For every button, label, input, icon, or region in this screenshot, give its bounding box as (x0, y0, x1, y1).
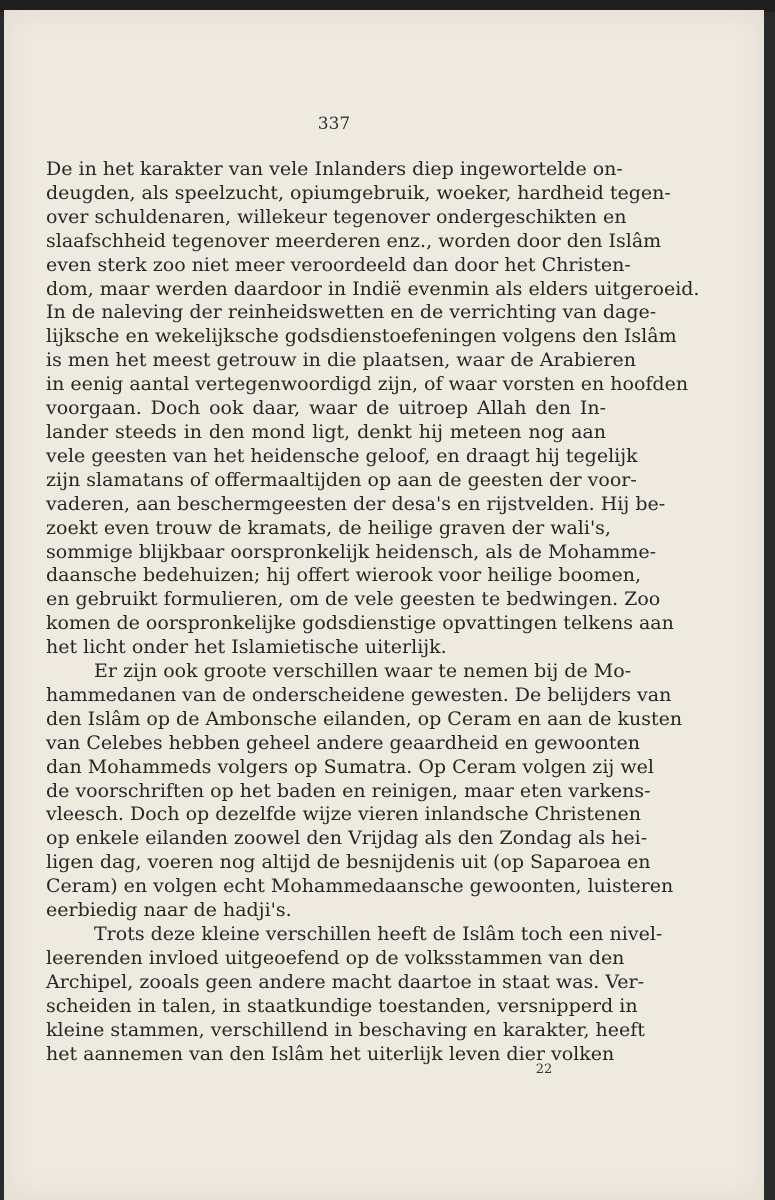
text-line: vele geesten van het heidensche geloof, en draagt hij tegelijk (46, 444, 638, 467)
text-line: hammedanen van de onderscheidene gewesten. De belijders van (46, 683, 672, 706)
text-line: lander steeds in den mond ligt, denkt hij meteen nog aan (46, 420, 606, 443)
text-line: Er zijn ook groote verschillen waar te nemen bij de Mo- (94, 660, 632, 683)
text-line: even sterk zoo niet meer veroordeeld dan door het Christen- (46, 253, 631, 276)
text-line: dom, maar werden daardoor in Indië evenmin als elders uitgeroeid. (46, 277, 700, 300)
text-line: over schuldenaren, willekeur tegenover ondergeschikten en (46, 205, 627, 228)
text-line: Trots deze kleine verschillen heeft de Islâm toch een nivel- (94, 923, 663, 945)
text-line: eerbiedig naar de hadji's. (46, 899, 292, 922)
text-line: zoekt even trouw de kramats, de heilige graven der wali's, (46, 516, 611, 539)
text-line: lijksche en wekelijksche godsdienstoefeningen volgens den Islâm (46, 325, 677, 348)
text-line: vaderen, aan beschermgeesten der desa's en rijstvelden. Hij be- (46, 492, 666, 515)
text-line: het licht onder het Islamietische uiterlijk. (46, 636, 447, 659)
text-line: deugden, als speelzucht, opiumgebruik, woeker, hardheid tegen- (46, 181, 671, 204)
text-line: slaafschheid tegenover meerderen enz., worden door den Islâm (46, 229, 662, 252)
text-line: den Islâm op de Ambonsche eilanden, op Ceram en aan de kusten (46, 707, 683, 730)
text-line: voorgaan. Doch ook daar, waar de uitroep Allah den In- (46, 397, 606, 420)
text-line: vleesch. Doch op dezelfde wijze vieren inlandsche Christenen (46, 803, 641, 826)
text-line: Ceram) en volgen echt Mohammedaansche gewoonten, luisteren (46, 875, 674, 898)
text-line: in eenig aantal vertegenwoordigd zijn, of waar vorsten en hoofden (46, 373, 689, 396)
text-line: de voorschriften op het baden en reinigen, maar eten varkens- (46, 779, 651, 802)
paragraph-2 (46, 660, 683, 923)
text-line: In de naleving der reinheidswetten en de verrichting van dage- (46, 301, 657, 324)
body-text (46, 158, 700, 1066)
text-line: zijn slamatans of offermaaltijden op aan de geesten der voor- (46, 468, 637, 491)
text-line: op enkele eilanden zoowel den Vrijdag als den Zondag als hei- (46, 827, 648, 850)
text-line: scheiden in talen, in staatkundige toestanden, versnipperd in (46, 994, 638, 1017)
paragraph-1 (46, 158, 700, 660)
text-line: Archipel, zooals geen andere macht daartoe in staat was. Ver- (46, 970, 645, 993)
text-line: kleine stammen, verschillend in beschaving en karakter, heeft (46, 1018, 645, 1041)
text-line: is men het meest getrouw in die plaatsen, waar de Arabieren (46, 349, 636, 372)
text-line: daansche bedehuizen; hij offert wierook voor heilige boomen, (46, 564, 642, 587)
page-number: 337 (317, 114, 351, 134)
text-line: van Celebes hebben geheel andere geaardheid en gewoonten (46, 731, 641, 754)
text-line: komen de oorspronkelijke godsdienstige opvattingen telkens aan (46, 612, 674, 635)
text-line: leerenden invloed uitgeoefend op de volksstammen van den (46, 946, 625, 969)
signature-mark: 22 (535, 1062, 553, 1077)
text-line: ligen dag, voeren nog altijd de besnijdenis uit (op Saparoea en (46, 851, 651, 874)
book-page (4, 10, 764, 1200)
text-line: het aannemen van den Islâm het uiterlijk leven dier volken (46, 1042, 615, 1065)
text-line: sommige blijkbaar oorspronkelijk heidensch, als de Mohamme- (46, 540, 657, 563)
text-line: en gebruikt formulieren, om de vele geesten te bedwingen. Zoo (46, 588, 661, 611)
text-line: dan Mohammeds volgers op Sumatra. Op Ceram volgen zij wel (46, 755, 654, 778)
paragraph-3 (46, 923, 663, 1066)
text-line: De in het karakter van vele Inlanders diep ingewortelde on- (46, 158, 623, 180)
